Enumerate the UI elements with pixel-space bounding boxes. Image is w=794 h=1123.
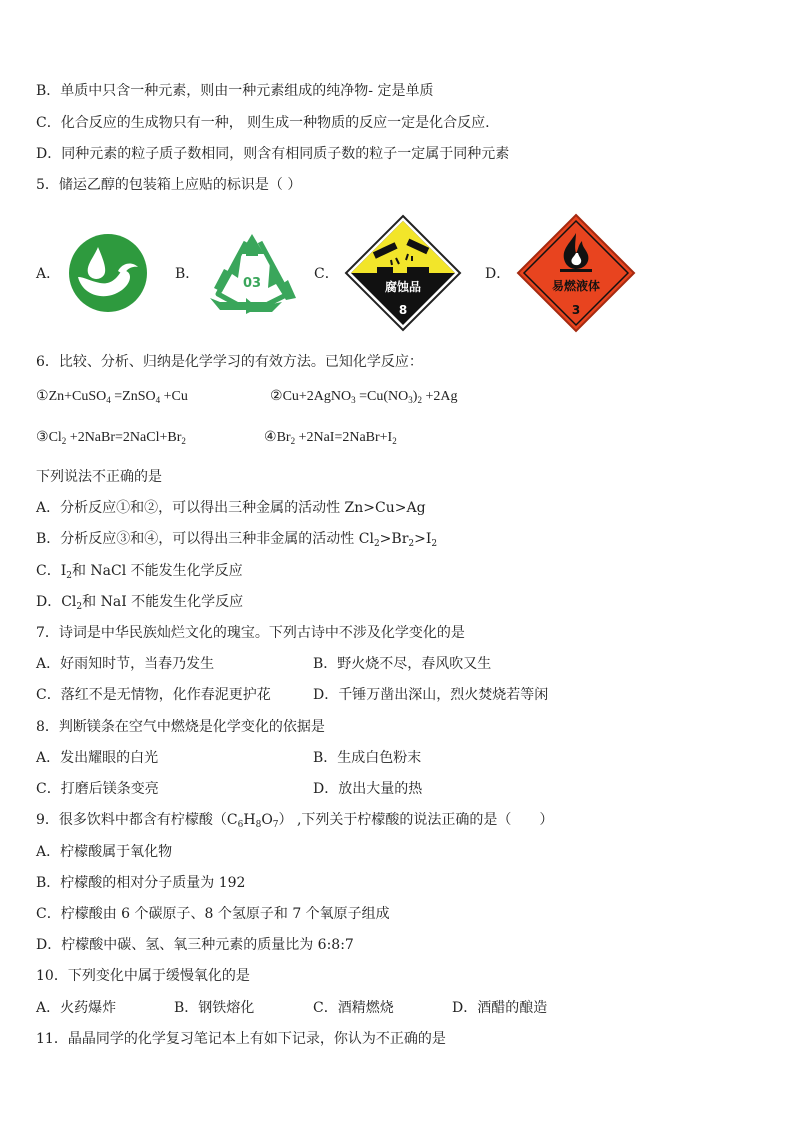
q5-option-c-label: C． bbox=[314, 266, 339, 282]
reaction-3: $③Cl_2$ $+2NaBr=2NaCl+Br_2$ bbox=[36, 430, 186, 446]
q6-prompt: 下列说法不正确的是 bbox=[36, 469, 162, 485]
reaction-2: ②Cu+2AgNO$_3$ $=Cu(NO_3)_2 +2Ag$ bbox=[270, 389, 458, 405]
q4-option-d: D．同种元素的粒子质子数相同，则含有相同质子数的粒子一定属于同种元素 bbox=[36, 146, 510, 162]
q8-option-c: C．打磨后镁条变亮 bbox=[36, 781, 159, 797]
water-saving-icon bbox=[68, 233, 148, 313]
q11-stem: 11．晶晶同学的化学复习笔记本上有如下记录，你认为不正确的是 bbox=[36, 1031, 446, 1047]
recycling-03-icon bbox=[206, 232, 298, 314]
q5-option-d-label: D． bbox=[485, 266, 511, 282]
corrosive-class-number: 8 bbox=[398, 303, 408, 317]
q5-option-a-label: A． bbox=[36, 266, 61, 282]
q7-option-c: C．落红不是无情物，化作春泥更护花 bbox=[36, 687, 271, 703]
q10-option-d: D．酒醋的酿造 bbox=[452, 1000, 548, 1016]
q5-option-b-label: B． bbox=[175, 266, 200, 282]
q9-option-c: C．柠檬酸由 6 个碳原子、8 个氢原子和 7 个氧原子组成 bbox=[36, 906, 390, 922]
q8-stem: 8．判断镁条在空气中燃烧是化学变化的依据是 bbox=[36, 719, 325, 735]
q7-option-d: D．千锤万凿出深山，烈火焚烧若等闲 bbox=[313, 687, 549, 703]
q6-option-c: C．$I_2$和 NaCl 不能发生化学反应 bbox=[36, 563, 243, 581]
corrosive-hazard-icon bbox=[344, 214, 462, 332]
flammable-label: 易燃液体 bbox=[551, 279, 601, 293]
q10-stem: 10．下列变化中属于缓慢氧化的是 bbox=[36, 968, 250, 984]
q8-option-d: D．放出大量的热 bbox=[313, 781, 423, 797]
q9-option-b: B．柠檬酸的相对分子质量为 192 bbox=[36, 875, 246, 891]
q7-stem: 7．诗词是中华民族灿烂文化的瑰宝。下列古诗中不涉及化学变化的是 bbox=[36, 625, 465, 641]
q10-option-c: C．酒精燃烧 bbox=[313, 1000, 394, 1016]
flammable-class-number: 3 bbox=[571, 303, 581, 317]
q9-option-a: A．柠檬酸属于氧化物 bbox=[36, 844, 173, 860]
q6-option-d: D．$Cl_2$和 NaI 不能发生化学反应 bbox=[36, 594, 244, 612]
q9-stem: 9．很多饮料中都含有柠檬酸$(C_6H_8O_7)$ ,下列关于柠檬酸的说法正确的是（ ） bbox=[36, 812, 554, 830]
q6-option-a: A．分析反应①和②，可以得出三种金属的活动性 Zn>Cu>Ag bbox=[36, 500, 426, 516]
q4-option-c: C．化合反应的生成物只有一种， 则生成一种物质的反应一定是化合反应. bbox=[36, 115, 490, 131]
q10-option-a: A．火药爆炸 bbox=[36, 1000, 117, 1016]
q7-option-a: A．好雨知时节，当春乃发生 bbox=[36, 656, 215, 672]
q6-stem: 6．比较、分析、归纳是化学学习的有效方法。已知化学反应： bbox=[36, 354, 423, 370]
flammable-liquid-icon bbox=[516, 213, 636, 333]
q8-option-a: A．发出耀眼的白光 bbox=[36, 750, 159, 766]
q8-option-b: B．生成白色粉末 bbox=[313, 750, 422, 766]
q5-stem: 5．储运乙醇的包装箱上应贴的标识是（ ） bbox=[36, 177, 302, 193]
reaction-1: ①Zn+CuSO$_4$ =ZnSO$_4$ +Cu bbox=[36, 389, 188, 405]
q9-option-d: D．柠檬酸中碳、氢、氧三种元素的质量比为 6:8:7 bbox=[36, 937, 354, 953]
recycling-code: 03 bbox=[242, 276, 262, 291]
q4-option-b: B．单质中只含一种元素，则由一种元素组成的纯净物- 定是单质 bbox=[36, 83, 434, 99]
q10-option-b: B．钢铁熔化 bbox=[174, 1000, 255, 1016]
reaction-4: $④Br_2$ $+2NaI=2NaBr+I_2$ bbox=[264, 430, 397, 446]
corrosive-label: 腐蚀品 bbox=[384, 280, 422, 294]
q7-option-b: B．野火烧不尽，春风吹又生 bbox=[313, 656, 492, 672]
q6-option-b: B．分析反应③和④，可以得出三种非金属的活动性 $Cl_2>Br_2>I_2$ bbox=[36, 531, 438, 549]
